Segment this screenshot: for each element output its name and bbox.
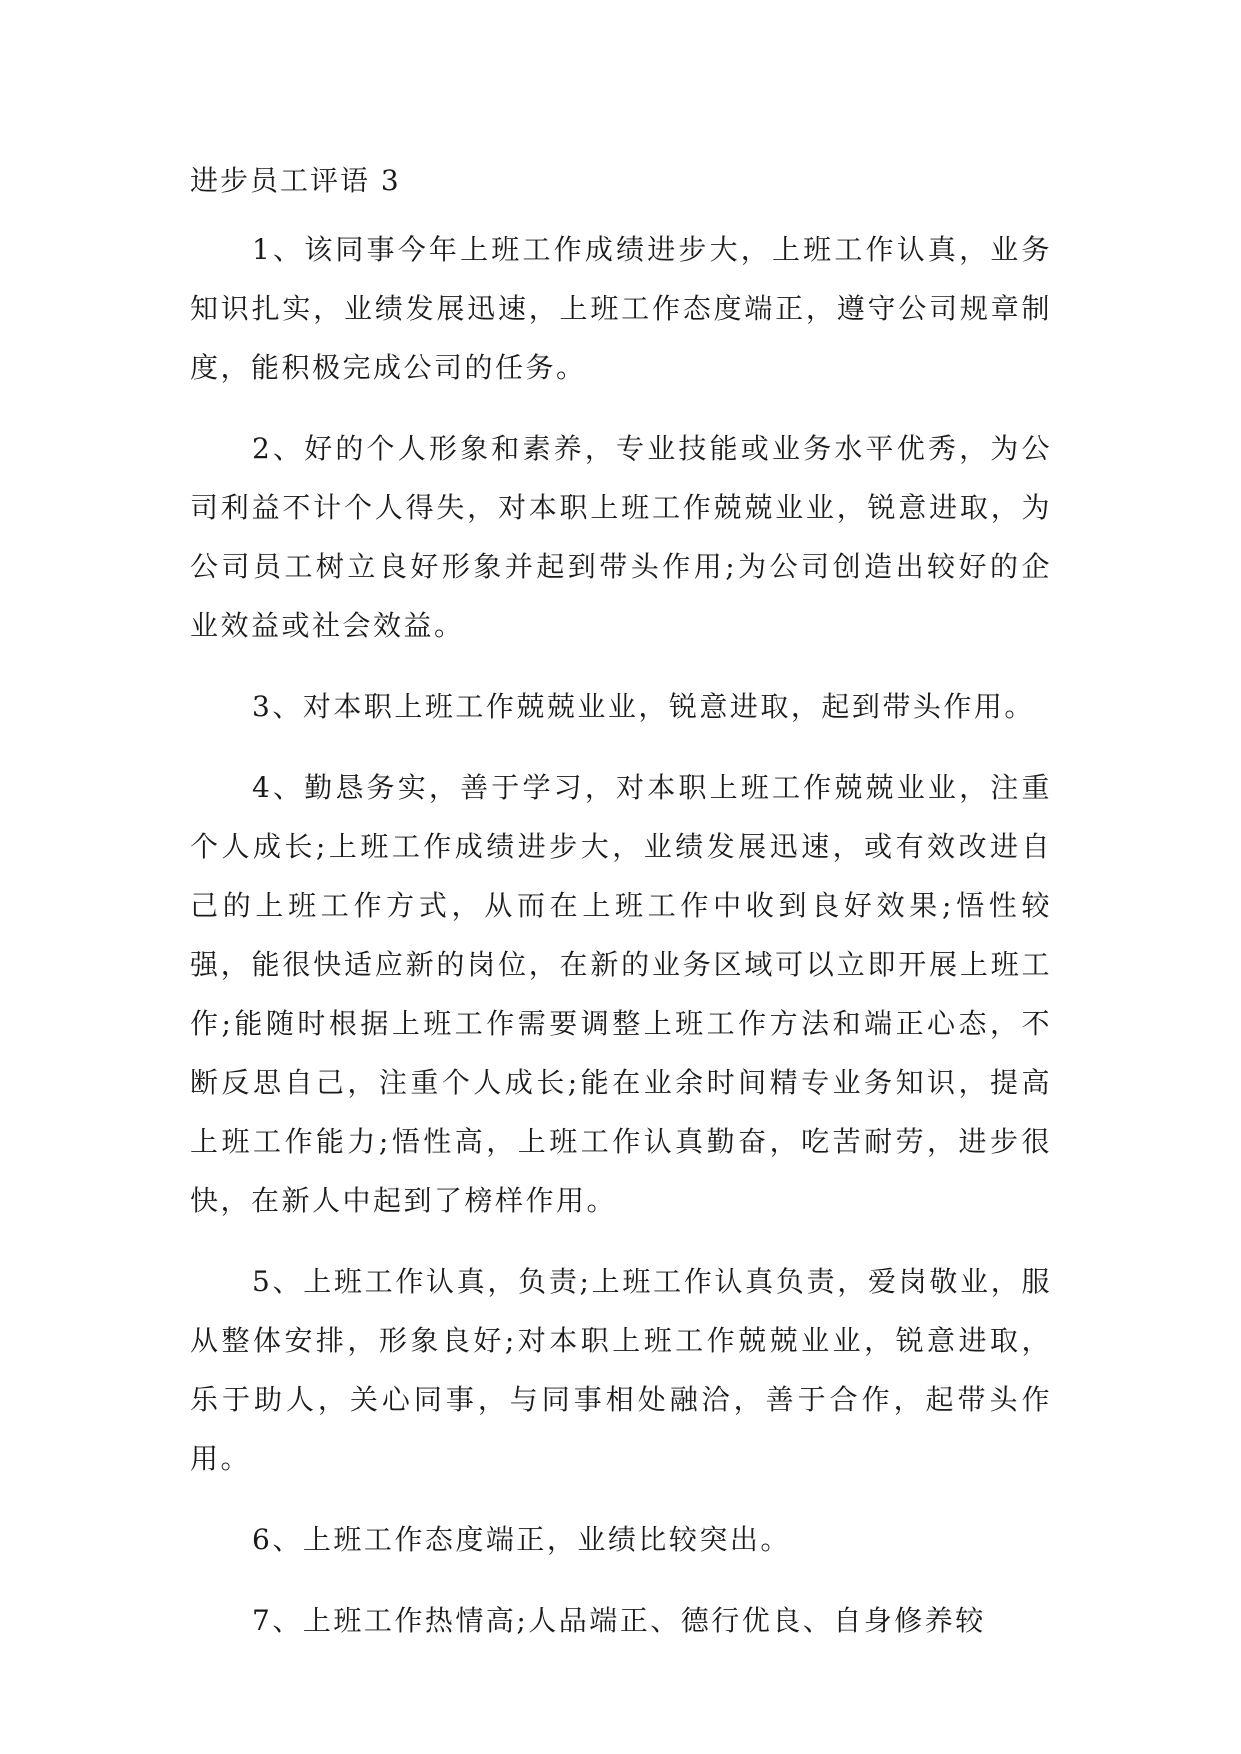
paragraph-7: 7、上班工作热情高;人品端正、德行优良、自身修养较 — [252, 1604, 986, 1637]
document-page — [190, 160, 1052, 1650]
document-title: 进步员工评语 3 — [190, 164, 401, 197]
paragraph-1: 1、该同事今年上班工作成绩进步大，上班工作认真，业务知识扎实，业绩发展迅速，上班工作态度端正，遵守公司规章制度，能积极完成公司的任务。 — [190, 233, 1052, 384]
paragraph-6: 6、上班工作态度端正，业绩比较突出。 — [252, 1523, 791, 1556]
paragraph-4: 4、勤恳务实，善于学习，对本职上班工作兢兢业业，注重个人成长;上班工作成绩进步大，业绩发展迅速，或有效改进自己的上班工作方式，从而在上班工作中收到良好效果;悟性较强，能很快适应新的岗位，在新的业务区域可以立即开展上班工作;能随时根据上班工作需要调整上班工作方法和端正心态，不断反思自己，注重个人成长;能在业余时间精专业务知识，提高上班工作能力;悟性高，上班工作认真勤奋，吃苦耐劳，进步很快，在新人中起到了榜样作用。 — [190, 771, 1052, 1217]
paragraph-5: 5、上班工作认真，负责;上班工作认真负责，爱岗敬业，服从整体安排，形象良好;对本职上班工作兢兢业业，锐意进取，乐于助人，关心同事，与同事相处融洽，善于合作，起带头作用。 — [190, 1265, 1052, 1475]
paragraph-2: 2、好的个人形象和素养，专业技能或业务水平优秀，为公司利益不计个人得失，对本职上班工作兢兢业业，锐意进取，为公司员工树立良好形象并起到带头作用;为公司创造出较好的企业效益或社会效益。 — [190, 432, 1052, 642]
paragraph-3: 3、对本职上班工作兢兢业业，锐意进取，起到带头作用。 — [252, 690, 1035, 723]
